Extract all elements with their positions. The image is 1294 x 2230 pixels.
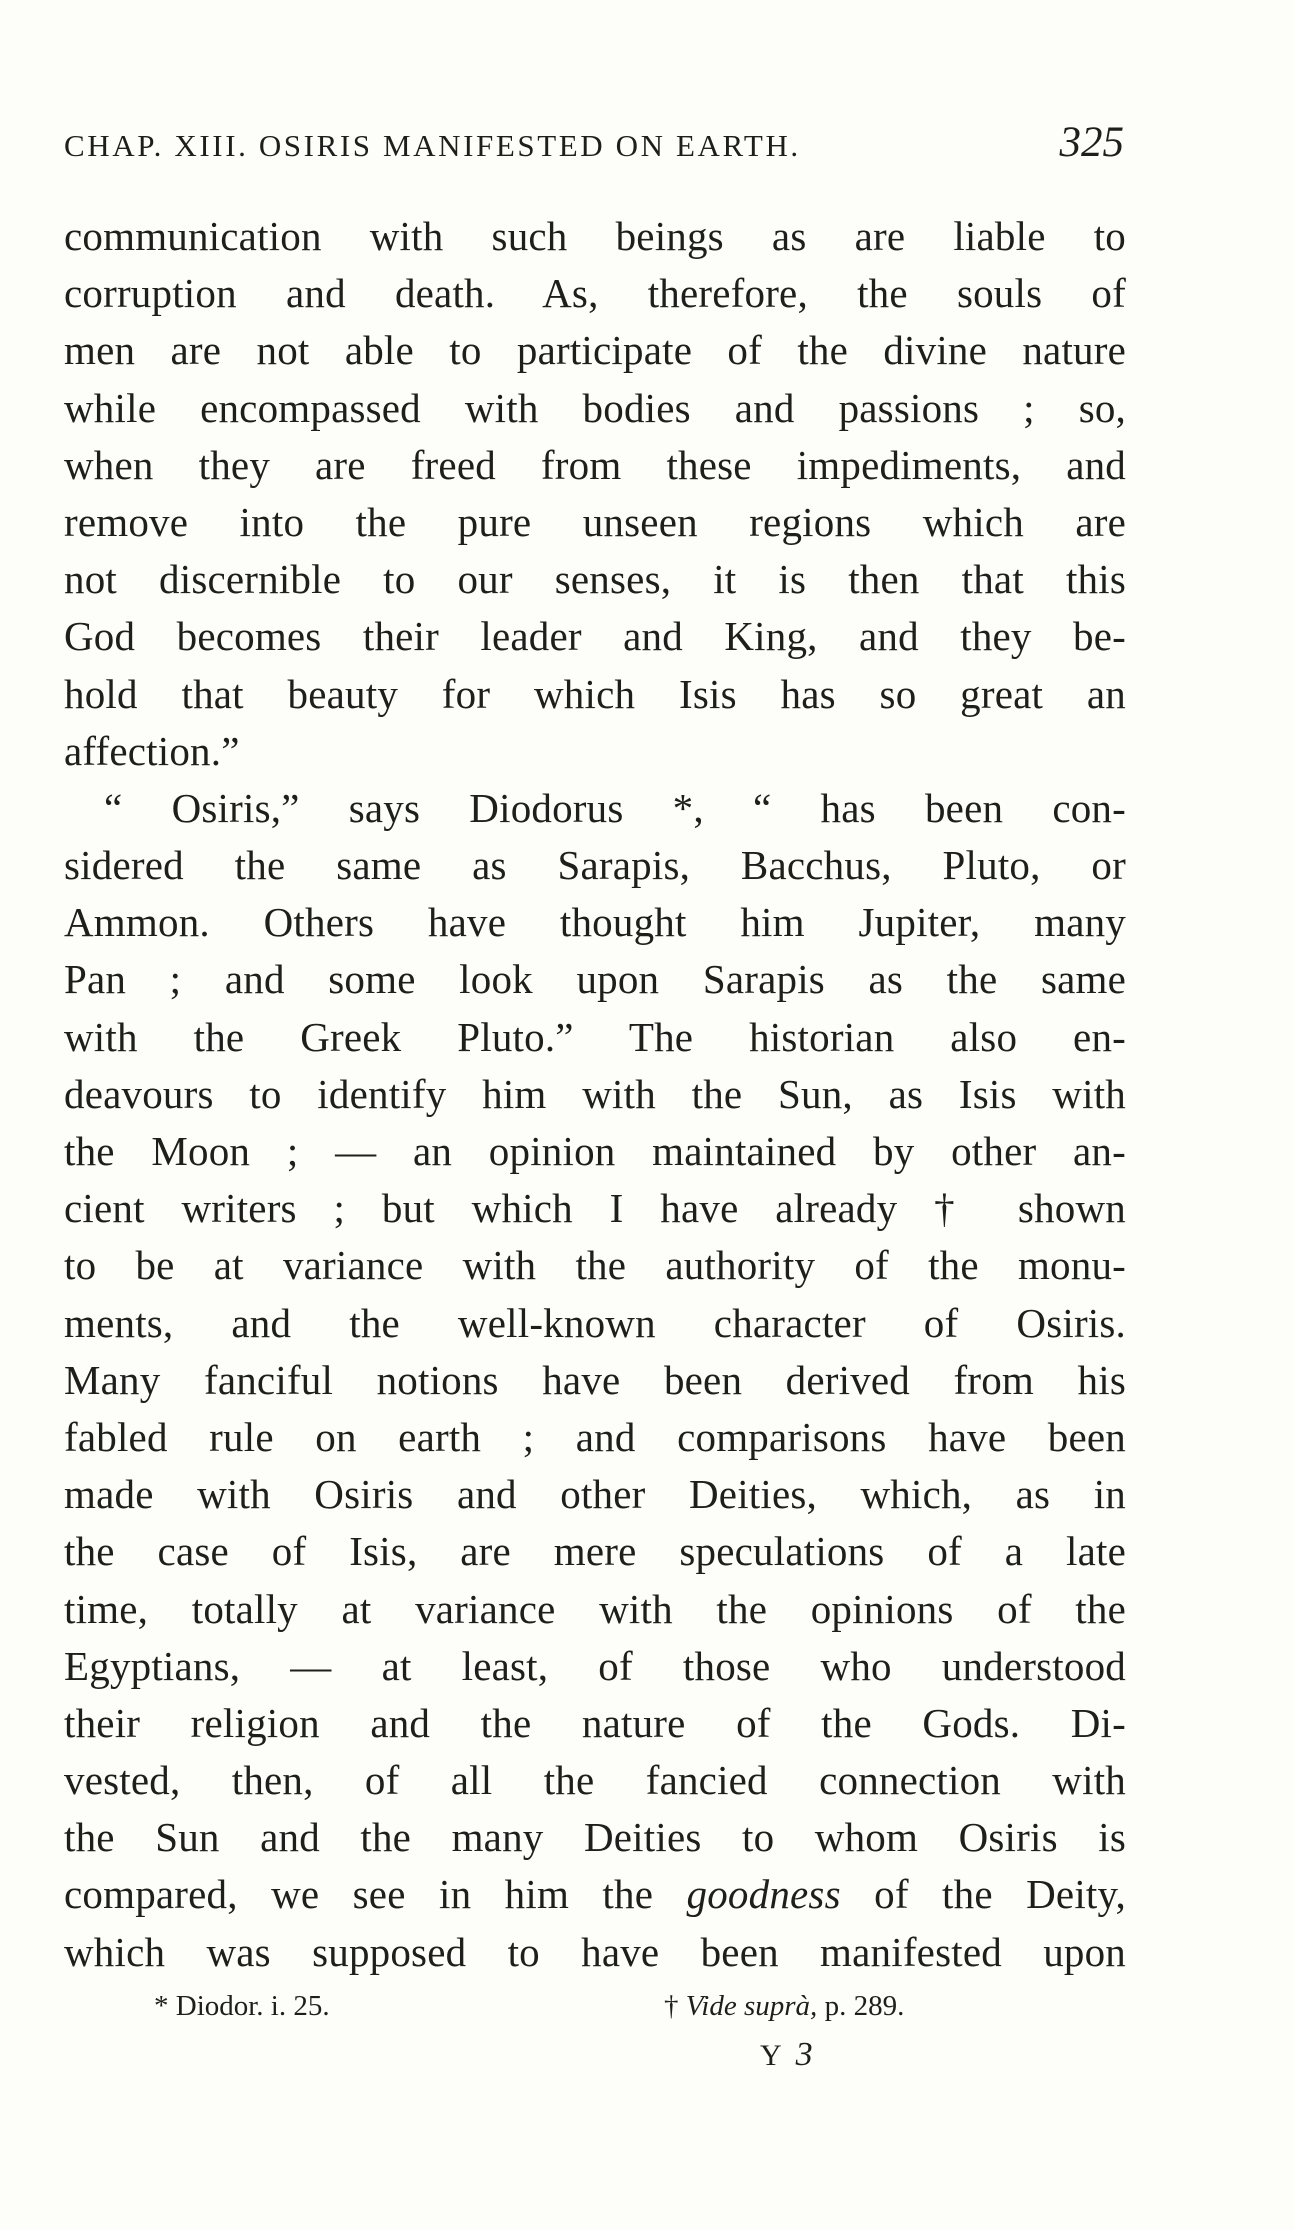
text-line-mixed [64,1866,1126,1923]
footnote-diodor: * Diodor. i. 25. [154,1990,330,2022]
running-head [64,118,1124,178]
text-line: the Moon ; — an opinion maintained by other an- [64,1128,1126,1174]
italic-word: goodness [686,1871,841,1918]
text-line: remove into the pure unseen regions which are [64,498,1126,545]
text-line: with the Greek Pluto.” The historian also en- [64,1013,1126,1060]
text-line: cient writers ; but which I have already † shown [64,1185,1126,1232]
footnote-italic: Vide suprà, [685,1990,818,2022]
signature-letter: Y [760,2039,796,2072]
signature-mark [760,2036,827,2074]
text-line: communication with such beings as are liable to [64,213,1126,259]
text-line: made with Osiris and other Deities, which, as in [64,1471,1126,1518]
footnote-vide-supra [664,1990,904,2023]
text-line: men are not able to participate of the divine nature [64,327,1126,374]
text-line: hold that beauty for which Isis has so great an [64,670,1126,717]
text-line: Many fanciful notions have been derived from his [64,1356,1126,1403]
text-line: to be at variance with the authority of the monu- [64,1242,1126,1289]
body-text [64,208,1126,1981]
text-line: Ammon. Others have thought him Jupiter, many [64,899,1126,946]
text-line: not discernible to our senses, it is then that this [64,556,1126,603]
text-line: sidered the same as Sarapis, Bacchus, Pluto, or [64,842,1126,889]
signature-number: 3 [795,2036,827,2073]
text-segment: of the Deity, [874,1871,1127,1918]
text-line: vested, then, of all the fancied connection with [64,1757,1126,1804]
text-line: their religion and the nature of the Gods. Di- [64,1699,1126,1746]
running-head-title: CHAP. XIII. OSIRIS MANIFESTED ON EARTH. [64,128,801,163]
text-line: corruption and death. As, therefore, the souls of [64,270,1126,317]
text-line: fabled rule on earth ; and comparisons have been [64,1413,1126,1460]
text-line: “ Osiris,” says Diodorus *, “ has been con- [104,784,1126,831]
text-line: God becomes their leader and King, and they be- [64,613,1126,660]
text-line: Pan ; and some look upon Sarapis as the same [64,956,1126,1003]
text-line: deavours to identify him with the Sun, as Isis with [64,1070,1126,1117]
footnotes [64,1990,1126,2040]
page-number: 325 [1059,119,1124,166]
text-line: while encompassed with bodies and passions ; so, [64,384,1126,431]
text-line: affection.” [64,727,240,774]
text-line: which was supposed to have been manifested upon [64,1928,1126,1975]
text-segment: compared, we see in him the [64,1871,654,1918]
text-line: ments, and the well-known character of Osiris. [64,1299,1126,1346]
text-line: time, totally at variance with the opinions of the [64,1585,1126,1632]
dagger-mark: † [664,1990,679,2022]
text-line: the Sun and the many Deities to whom Osiris is [64,1814,1126,1861]
text-line: when they are freed from these impediments, and [64,441,1126,488]
text-line: Egyptians, — at least, of those who understood [64,1642,1126,1689]
footnote-page-ref: p. 289. [824,1990,905,2022]
text-line: the case of Isis, are mere speculations of a late [64,1528,1126,1575]
